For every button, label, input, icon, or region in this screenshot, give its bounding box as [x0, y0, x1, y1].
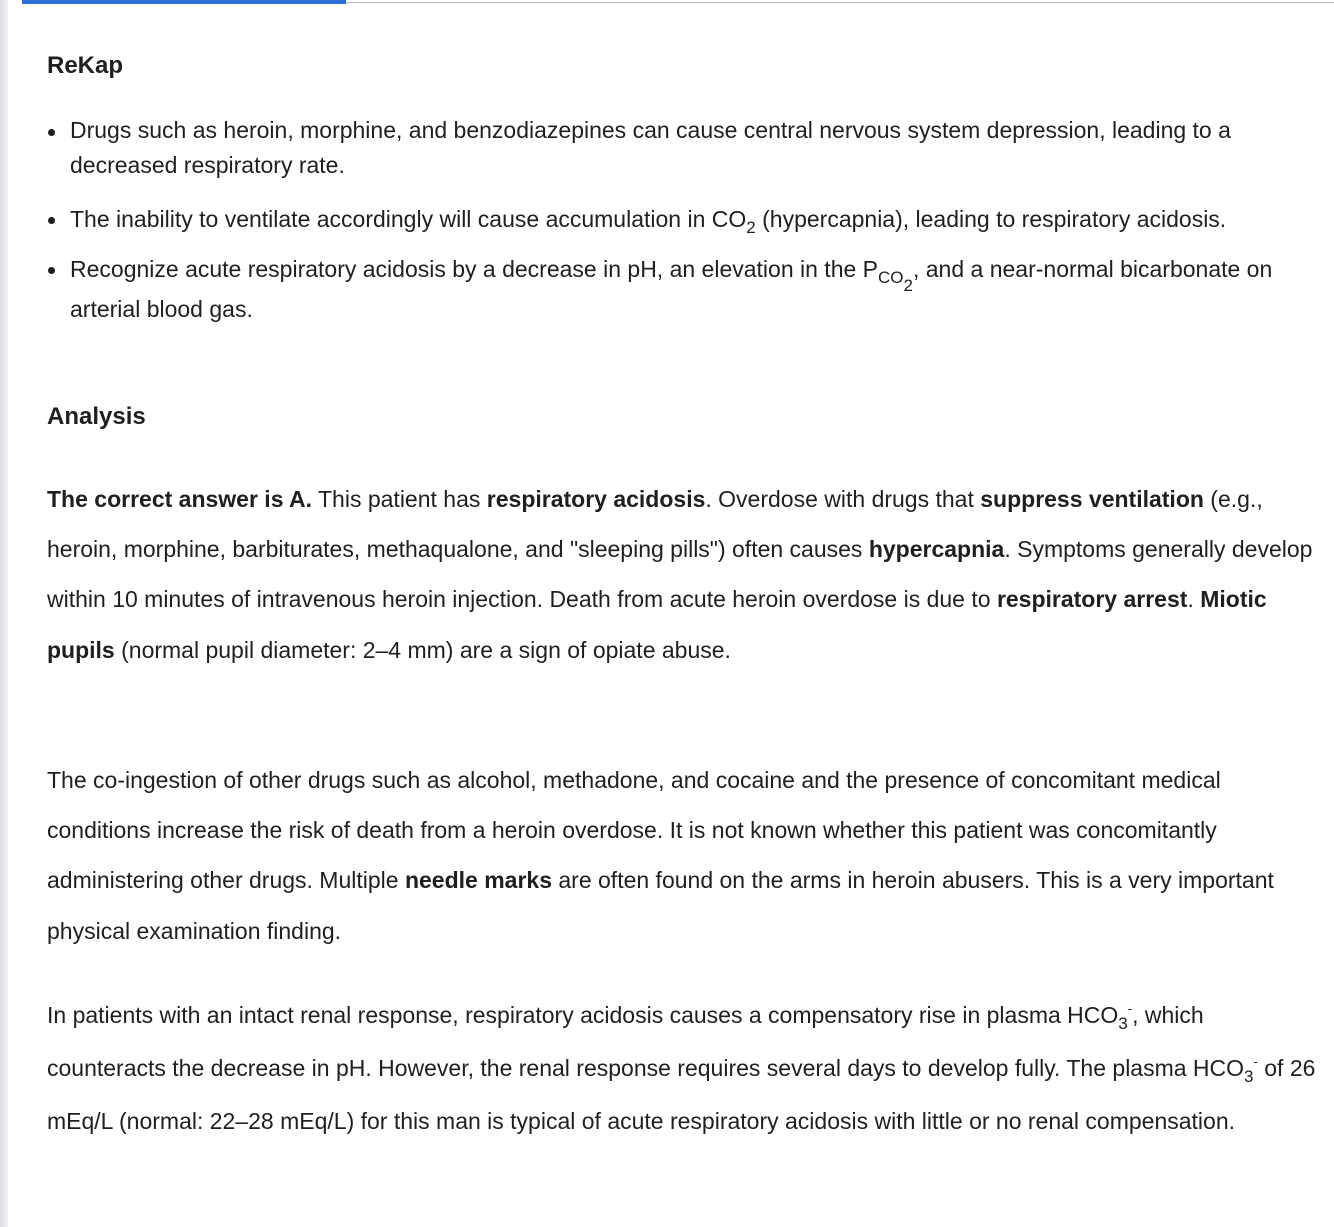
analysis-paragraph-2: The co-ingestion of other drugs such as alcohol, methadone, and cocaine and the presence of concomitant medical conditions increase the risk of death from a heroin overdose. It is not known whether this patient was concomitantly administering other drugs. Multiple needle marks are often found on the arms in heroin abusers. This is a very important physical examination finding.	[47, 767, 1274, 944]
list-item: The inability to ventilate accordingly will cause accumulation in $CO_2$ (hypercapnia), leading to respiratory acidosis.	[47, 199, 1319, 239]
active-tab-indicator[interactable]	[22, 0, 346, 4]
rekap-heading: ReKap	[47, 52, 124, 79]
rekap-bullet-list	[47, 113, 1319, 339]
left-window-edge	[0, 0, 8, 1227]
list-item	[47, 113, 1319, 183]
correct-answer-label: The correct answer is A.	[47, 486, 313, 512]
analysis-paragraph-1: The correct answer is A. This patient has respiratory acidosis. Overdose with drugs that suppress ventilation (e.g., heroin, morphine, barbiturates, methaqualone, and "sleeping pills") often causes hypercapnia. Symptoms generally develop within 10 minutes of intravenous heroin injection. Death from acute heroin overdose is due to respiratory arrest. Miotic pupils (normal pupil diameter: 2–4 mm) are a sign of opiate abuse.	[47, 486, 1313, 663]
list-item: Recognize acute respiratory acidosis by a decrease in pH, an elevation in the $P_{CO_2}$, and a near-normal bicarbonate on arterial blood gas.	[47, 249, 1319, 329]
bullet-1-text: Drugs such as heroin, morphine, and benzodiazepines can cause central nervous system depression, leading to a decreased respiratory rate.	[70, 117, 1231, 178]
analysis-heading: Analysis	[47, 403, 146, 430]
pco2-subscript: CO2	[878, 268, 913, 295]
analysis-paragraph-3: In patients with an intact renal response, respiratory acidosis causes a compensatory rise in plasma $HCO_3^-$, which counteracts the decrease in pH. However, the renal response requires several days to develop fully. The plasma $HCO_3^-$ of 26 mEq/L (normal: 22–28 mEq/L) for this man is typical of acute respiratory acidosis with little or no renal compensation.	[47, 1001, 1316, 1134]
